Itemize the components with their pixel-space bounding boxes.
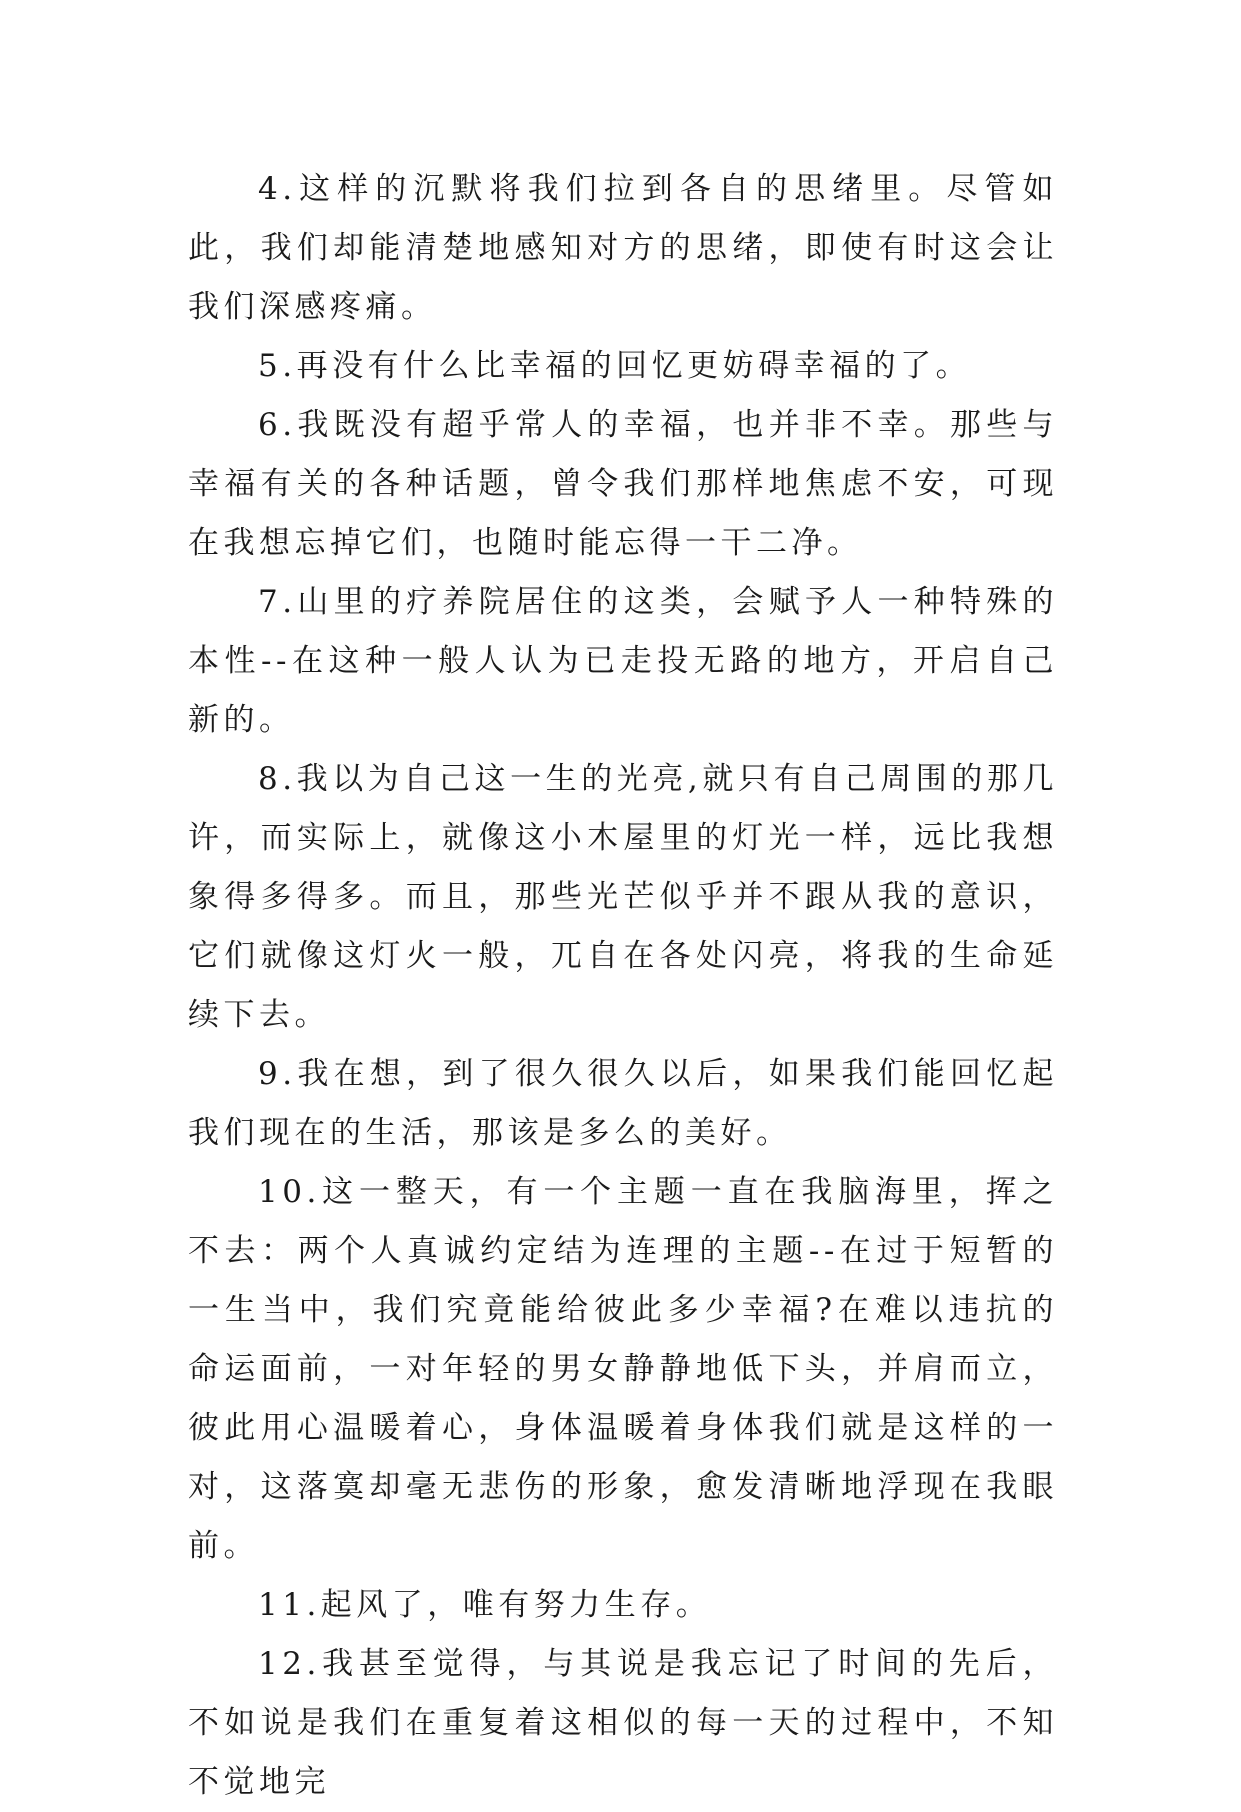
paragraph-7: 7.山里的疗养院居住的这类，会赋予人一种特殊的本性--在这种一般人认为已走投无路的地方，开启自己新的。 <box>188 584 1058 738</box>
paragraph-10: 10.这一整天，有一个主题一直在我脑海里，挥之不去：两个人真诚约定结为连理的主题--在过于短暂的一生当中，我们究竟能给彼此多少幸福?在难以违抗的命运面前，一对年轻的男女静静地低下头，并肩而立，彼此用心温暖着心，身体温暖着身体我们就是这样的一对，这落寞却毫无悲伤的形象，愈发清晰地浮现在我眼前。 <box>188 1174 1058 1564</box>
paragraph-6: 6.我既没有超乎常人的幸福，也并非不幸。那些与幸福有关的各种话题，曾令我们那样地焦虑不安，可现在我想忘掉它们，也随时能忘得一干二净。 <box>188 407 1058 561</box>
paragraph-4: 4.这样的沉默将我们拉到各自的思绪里。尽管如此，我们却能清楚地感知对方的思绪，即使有时这会让我们深感疼痛。 <box>188 171 1058 325</box>
document-body <box>188 160 1058 1812</box>
paragraph-11: 11.起风了，唯有努力生存。 <box>258 1587 712 1623</box>
paragraph-9: 9.我在想，到了很久很久以后，如果我们能回忆起我们现在的生活，那该是多么的美好。 <box>188 1056 1058 1151</box>
paragraph-12: 12.我甚至觉得，与其说是我忘记了时间的先后，不如说是我们在重复着这相似的每一天的过程中，不知不觉地完 <box>188 1646 1058 1800</box>
paragraph-8: 8.我以为自己这一生的光亮,就只有自己周围的那几许，而实际上，就像这小木屋里的灯光一样，远比我想象得多得多。而且，那些光芒似乎并不跟从我的意识，它们就像这灯火一般，兀自在各处闪亮，将我的生命延续下去。 <box>188 761 1058 1033</box>
paragraph-5: 5.再没有什么比幸福的回忆更妨碍幸福的了。 <box>258 348 972 384</box>
